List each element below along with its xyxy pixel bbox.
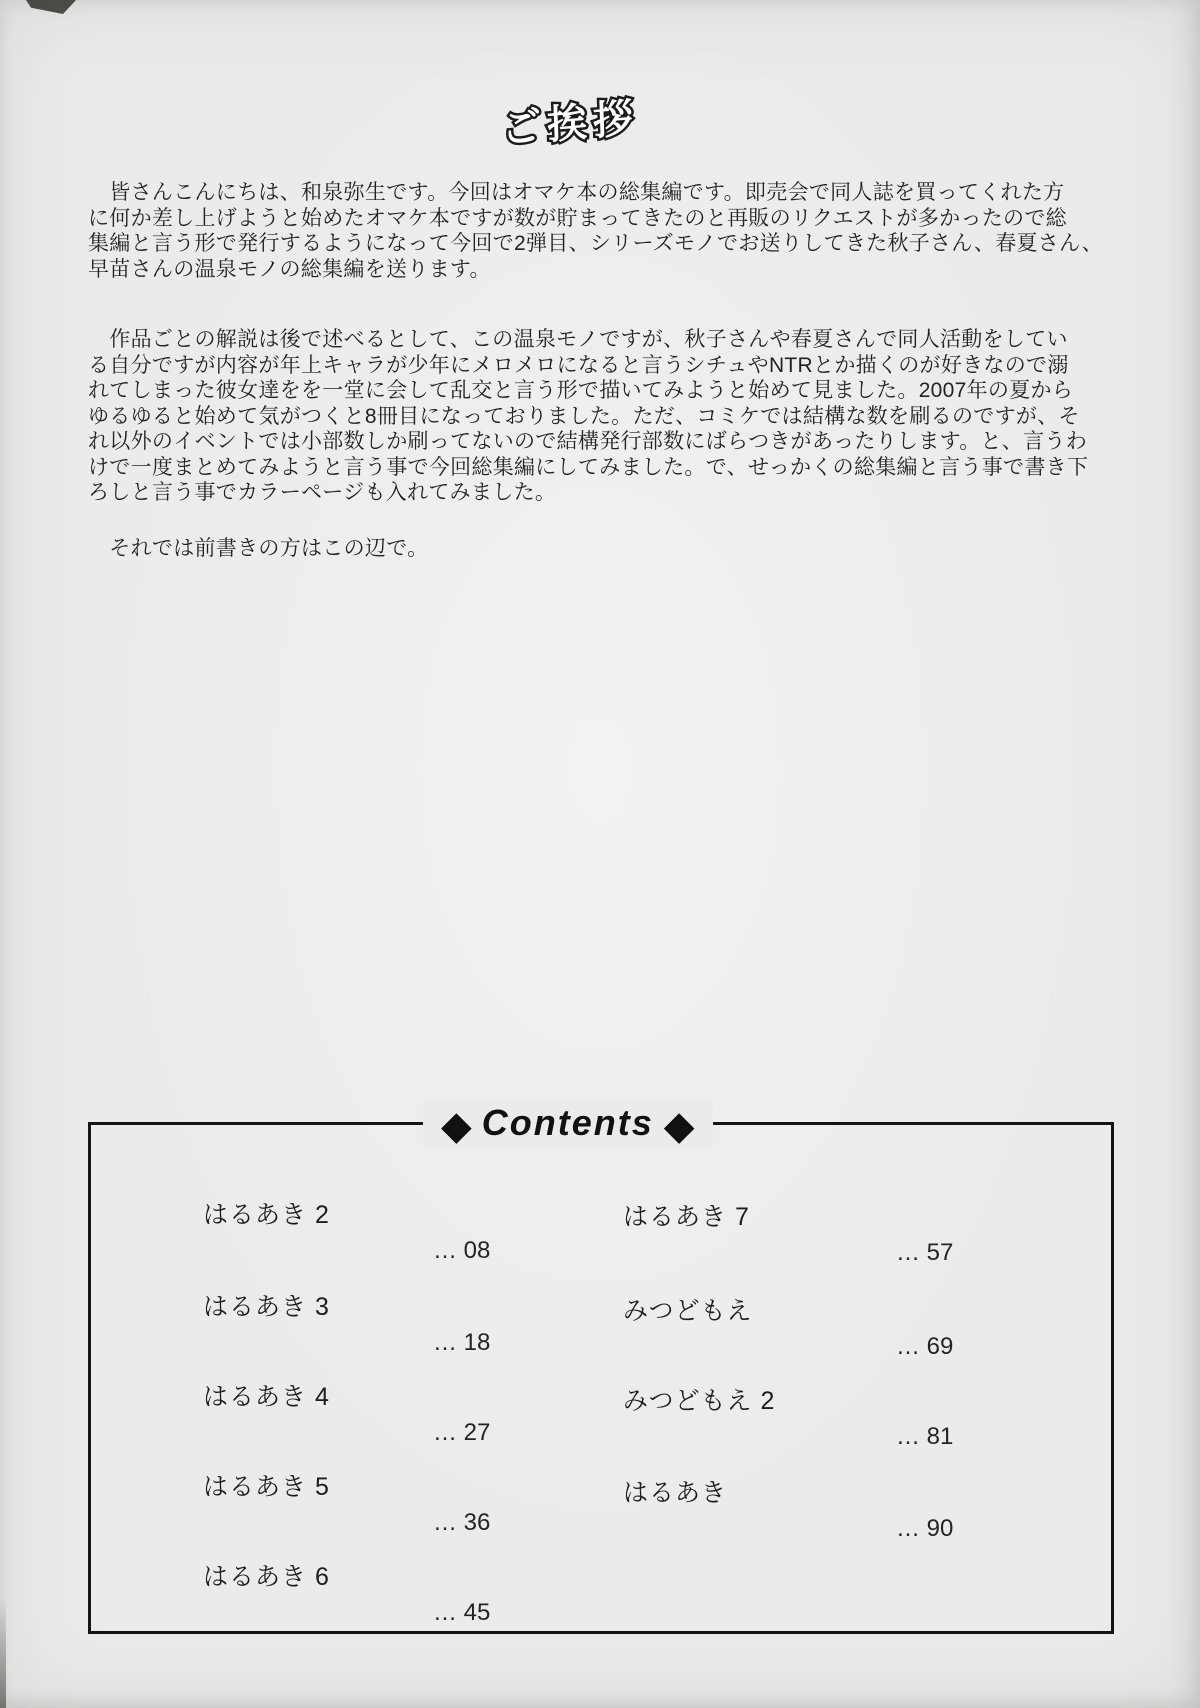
foreword-line: 作品ごとの解説は後で述べるとして、この温泉モノですが、秋子さんや春夏さんで同人活動をしてい — [88, 328, 1068, 351]
diamond-icon: ◆ — [441, 1104, 472, 1148]
toc-entry — [203, 1195, 491, 1264]
contents-header — [423, 1099, 713, 1147]
toc-entry — [203, 1377, 491, 1446]
toc-entry-page: … 57 — [896, 1239, 954, 1266]
toc-entry — [623, 1291, 954, 1360]
toc-entry-page: … 27 — [433, 1419, 491, 1446]
toc-entry — [623, 1473, 954, 1542]
foreword-line: 集編と言う形で発行するようになって今回で2弾目、シリーズモノでお送りしてきた秋子さん、春夏さん、 — [88, 232, 1103, 255]
toc-entry — [203, 1467, 491, 1536]
toc-entry-page: … 69 — [896, 1333, 954, 1360]
toc-entry — [203, 1287, 491, 1356]
toc-entry-title: はるあき 4 — [203, 1383, 330, 1411]
toc-entry-title: みつどもえ — [623, 1297, 753, 1325]
foreword-line: 早苗さんの温泉モノの総集編を送ります。 — [88, 257, 491, 281]
contents-box — [88, 1102, 1114, 1634]
toc-entry-title: みつどもえ 2 — [623, 1387, 776, 1415]
foreword-line: 皆さんこんにちは、和泉弥生です。今回はオマケ本の総集編です。即売会で同人誌を買ってくれた方 — [88, 181, 1065, 204]
scan-artifact-top-left — [26, 0, 76, 14]
toc-entry — [203, 1557, 491, 1626]
foreword-line: それでは前書きの方はこの辺で。 — [88, 537, 429, 560]
scan-artifact-bottom-left — [0, 1598, 6, 1708]
page-title-text: ご挨拶 — [500, 95, 640, 153]
foreword-line: に何か差し上げようと始めたオマケ本ですが数が貯まってきたのと再販のリクエストが多かったので総 — [88, 206, 1067, 230]
toc-entry — [623, 1381, 954, 1450]
toc-entry-title: はるあき 3 — [203, 1293, 330, 1321]
toc-entry-page: … 08 — [433, 1237, 491, 1264]
toc-entry — [623, 1197, 954, 1266]
toc-entry-page: … 18 — [433, 1329, 491, 1356]
page-title — [0, 92, 1140, 153]
foreword-line: ゆるゆると始めて気がつくと8冊目になっておりました。ただ、コミケでは結構な数を刷るのですが、そ — [88, 404, 1080, 428]
toc-entry-title: はるあき 2 — [203, 1201, 330, 1229]
toc-entry-page: … 45 — [433, 1599, 491, 1626]
foreword-paragraph-2 — [88, 327, 1128, 506]
toc-entry-title: はるあき 5 — [203, 1473, 330, 1501]
foreword-paragraph-1 — [88, 180, 1128, 282]
foreword-line: けで一度まとめてみようと言う事で今回総集編にしてみました。で、せっかくの総集編と言う事で書き下 — [88, 455, 1089, 479]
contents-header-label: Contents — [481, 1102, 654, 1143]
toc-entry-page: … 90 — [896, 1515, 954, 1542]
foreword-line: れてしまった彼女達をを一堂に会して乱交と言う形で描いてみようと始めて見ました。2007年の夏から — [88, 379, 1074, 402]
foreword-paragraph-3 — [88, 536, 1128, 562]
toc-entry-title: はるあき — [623, 1479, 728, 1507]
toc-entry-page: … 81 — [896, 1423, 954, 1450]
toc-entry-title: はるあき 7 — [623, 1203, 750, 1231]
toc-entry-page: … 36 — [433, 1509, 491, 1536]
foreword-line: ろしと言う事でカラーページも入れてみました。 — [88, 481, 557, 504]
foreword-line: る自分ですが内容が年上キャラが少年にメロメロになると言うシチュやNTRとか描くのが好きなので溺 — [88, 353, 1069, 377]
foreword-line: れ以外のイベントでは小部数しか刷ってないので結構発行部数にばらつきがあったりします。と、言うわ — [88, 430, 1087, 453]
diamond-icon: ◆ — [663, 1104, 695, 1148]
toc-entry-title: はるあき 6 — [203, 1563, 330, 1591]
